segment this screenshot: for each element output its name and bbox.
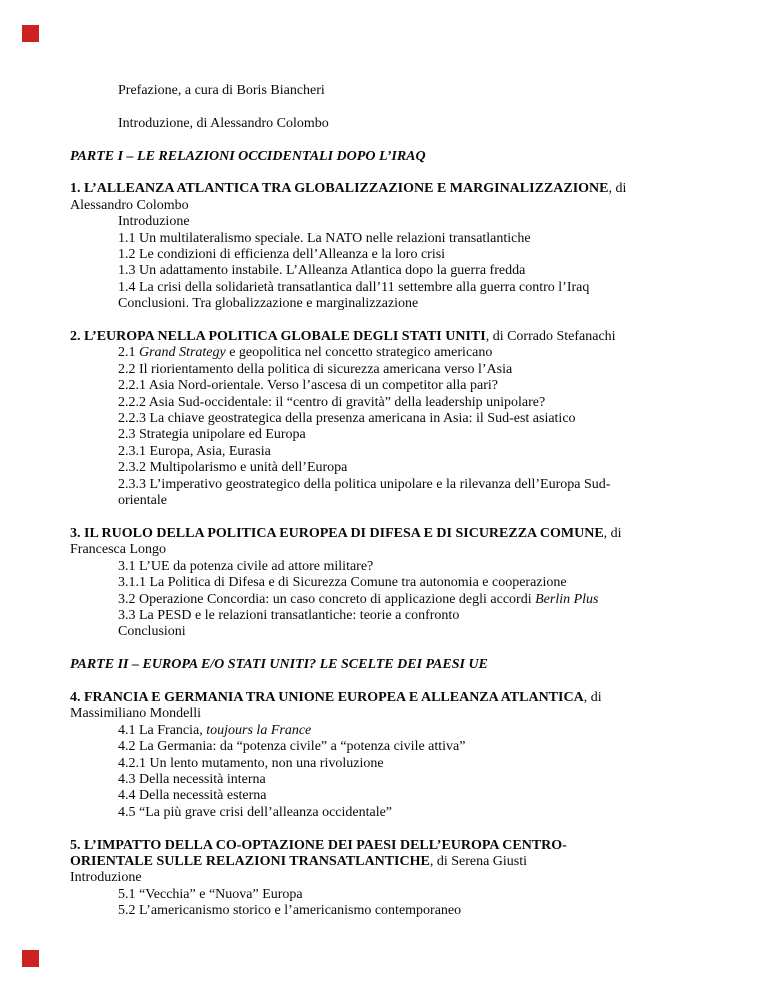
- toc-item: 2.3.3 L’imperativo geostrategico della politica unipolare e la rilevanza dell’Europa Sud-: [118, 476, 611, 492]
- chapter-1: [70, 181, 710, 312]
- toc-item: 3.1 L’UE da potenza civile ad attore militare?: [118, 558, 374, 574]
- toc-item-text: 2.1: [118, 345, 139, 361]
- chapter-2: [70, 329, 710, 509]
- toc-item: Conclusioni: [118, 624, 186, 640]
- toc-item: 1.2 Le condizioni di efficienza dell’Alleanza e la loro crisi: [118, 247, 446, 263]
- toc-item: 3.1.1 La Politica di Difesa e di Sicurezza Comune tra autonomia e cooperazione: [118, 575, 567, 591]
- chapter-4: [70, 690, 710, 821]
- chapter-3: [70, 526, 710, 641]
- chapter-2-title: 2. L’EUROPA NELLA POLITICA GLOBALE DEGLI STATI UNITI: [70, 329, 486, 345]
- chapter-3-title-line: [70, 526, 710, 542]
- toc-item: 4.4 Della necessità esterna: [118, 788, 267, 804]
- chapter-5-byline: , di Serena Giusti: [429, 853, 528, 869]
- chapter-5-title-part-1: 5. L’IMPATTO DELLA CO-OPTAZIONE DEI PAESI DELL’EUROPA CENTRO-: [70, 837, 567, 853]
- chapter-2-byline: , di Corrado Stefanachi: [485, 329, 616, 345]
- toc-item: 2.3.1 Europa, Asia, Eurasia: [118, 443, 271, 459]
- toc-item: 4.5 “La più grave crisi dell’alleanza occidentale”: [118, 804, 393, 820]
- toc-item: 4.2 La Germania: da “potenza civile” a “potenza civile attiva”: [118, 739, 466, 755]
- chapter-3-byline-prefix: , di: [603, 525, 622, 541]
- toc-item: 5.2 L’americanismo storico e l’americanismo contemporaneo: [118, 903, 462, 919]
- toc-item-text: 3.2 Operazione Concordia: un caso concreto di applicazione degli accordi: [118, 591, 536, 607]
- toc-item: Introduzione: [118, 214, 190, 230]
- chapter-2-title-line: [70, 329, 710, 345]
- toc-item: [118, 723, 710, 739]
- toc-item: 4.2.1 Un lento mutamento, non una rivoluzione: [118, 755, 384, 771]
- parte-2-heading: PARTE II – EUROPA E/O STATI UNITI? LE SCELTE DEI PAESI UE: [70, 657, 488, 673]
- toc-item: 2.2.3 La chiave geostrategica della presenza americana in Asia: il Sud-est asiatico: [118, 411, 576, 427]
- chapter-1-title: 1. L’ALLEANZA ATLANTICA TRA GLOBALIZZAZIONE E MARGINALIZZAZIONE: [70, 181, 609, 197]
- toc-item-italic: toujours la France: [206, 722, 312, 738]
- chapter-4-title: 4. FRANCIA E GERMANIA TRA UNIONE EUROPEA E ALLEANZA ATLANTICA: [70, 689, 584, 705]
- introduzione-line: Introduzione, di Alessandro Colombo: [118, 115, 329, 131]
- toc-item: 4.3 Della necessità interna: [118, 771, 266, 787]
- toc-item: Introduzione: [70, 870, 142, 886]
- chapter-3-title: 3. IL RUOLO DELLA POLITICA EUROPEA DI DIFESA E DI SICUREZZA COMUNE: [70, 525, 604, 541]
- toc-item: 1.4 La crisi della solidarietà transatlantica dall’11 settembre alla guerra contro l’Iraq: [118, 279, 590, 295]
- toc-item: 1.3 Un adattamento instabile. L’Alleanza Atlantica dopo la guerra fredda: [118, 263, 526, 279]
- red-square-marker-top: [22, 25, 39, 42]
- toc-item: 2.3 Strategia unipolare ed Europa: [118, 427, 306, 443]
- red-square-marker-bottom: [22, 950, 39, 967]
- chapter-4-byline-prefix: , di: [583, 689, 602, 705]
- toc-item-italic: Grand Strategy: [139, 345, 226, 361]
- chapter-4-author: Massimiliano Mondelli: [70, 706, 202, 722]
- chapter-5: [70, 838, 710, 920]
- chapter-4-title-line: [70, 690, 710, 706]
- toc-item: 2.2 Il riorientamento della politica di sicurezza americana verso l’Asia: [118, 361, 513, 377]
- chapter-1-byline-prefix: , di: [608, 181, 627, 197]
- toc-item: 2.3.2 Multipolarismo e unità dell’Europa: [118, 460, 348, 476]
- chapter-5-title-line-1: [70, 838, 710, 854]
- toc-item: [118, 345, 710, 361]
- toc-item: 2.2.2 Asia Sud-occidentale: il “centro di gravità” della leadership unipolare?: [118, 394, 546, 410]
- toc-item: Conclusioni. Tra globalizzazione e marginalizzazione: [118, 296, 419, 312]
- toc-item-italic: Berlin Plus: [535, 591, 599, 607]
- chapter-3-author: Francesca Longo: [70, 542, 167, 558]
- chapter-5-title-line-2: [70, 854, 710, 870]
- toc-item: 2.2.1 Asia Nord-orientale. Verso l’ascesa di un competitor alla pari?: [118, 378, 498, 394]
- toc-item: [118, 592, 710, 608]
- toc-item-wrap: orientale: [118, 493, 167, 509]
- toc-item: 3.3 La PESD e le relazioni transatlantiche: teorie a confronto: [118, 607, 460, 623]
- parte-1-heading: PARTE I – LE RELAZIONI OCCIDENTALI DOPO L’IRAQ: [70, 148, 426, 164]
- toc-item: 5.1 “Vecchia” e “Nuova” Europa: [118, 886, 303, 902]
- toc-item: 1.1 Un multilateralismo speciale. La NATO nelle relazioni transatlantiche: [118, 230, 531, 246]
- chapter-5-title-part-2: ORIENTALE SULLE RELAZIONI TRANSATLANTICHE: [70, 853, 430, 869]
- chapter-1-author: Alessandro Colombo: [70, 197, 189, 213]
- toc-item-text: e geopolitica nel concetto strategico americano: [225, 345, 493, 361]
- chapter-1-title-line: [70, 181, 710, 197]
- toc-item-text: 4.1 La Francia,: [118, 722, 207, 738]
- prefazione-line: Prefazione, a cura di Boris Biancheri: [118, 83, 325, 98]
